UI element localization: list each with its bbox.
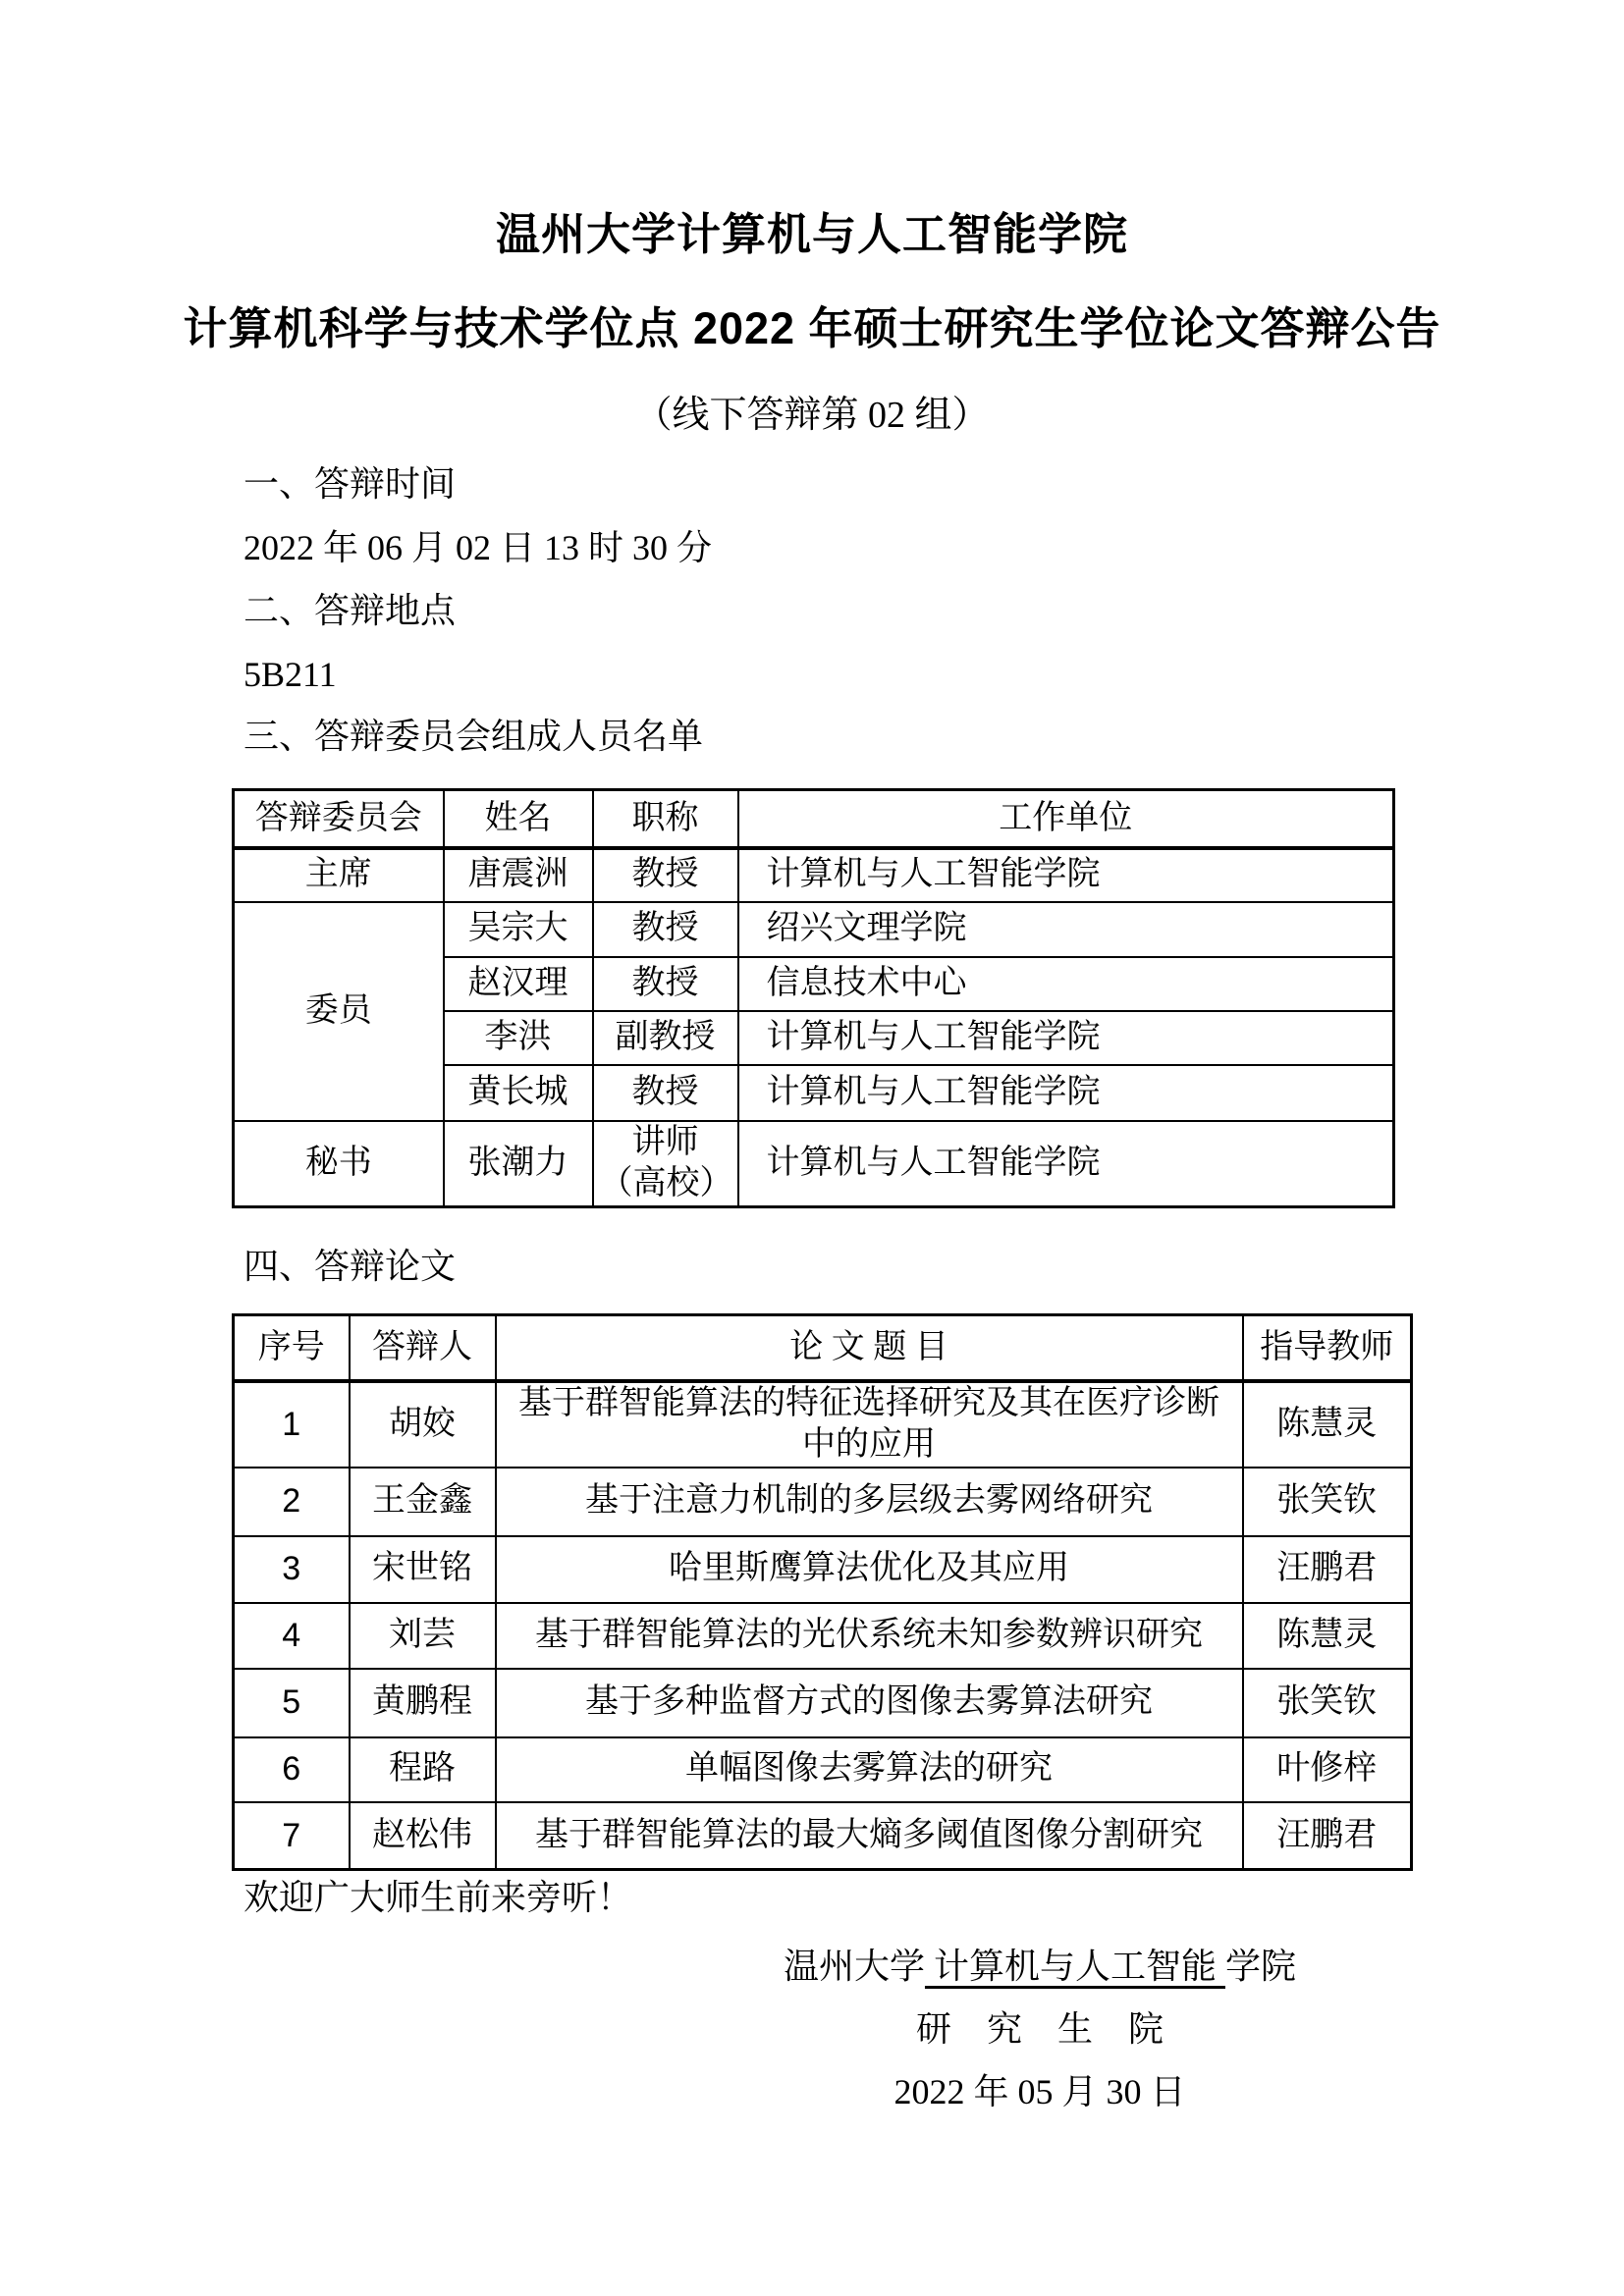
role-cell: 主席 — [234, 848, 444, 902]
name-cell: 李洪 — [444, 1011, 593, 1065]
committee-table — [232, 788, 1395, 1208]
thesis-title-cell: 基于群智能算法的光伏系统未知参数辨识研究 — [496, 1603, 1243, 1669]
thesis-header-cell: 论 文 题 目 — [496, 1315, 1243, 1381]
thesis-title-cell: 哈里斯鹰算法优化及其应用 — [496, 1536, 1243, 1603]
committee-header-row — [234, 790, 1394, 848]
name-cell: 黄长城 — [444, 1065, 593, 1121]
unit-cell: 计算机与人工智能学院 — [738, 1065, 1394, 1121]
student-cell: 宋世铭 — [350, 1536, 496, 1603]
section-4-heading: 四、答辩论文 — [244, 1247, 457, 1286]
footer-date: 2022 年 05 月 30 日 — [893, 2072, 1186, 2111]
unit-cell: 计算机与人工智能学院 — [738, 1121, 1394, 1207]
student-cell: 赵松伟 — [350, 1802, 496, 1870]
student-cell: 胡姣 — [350, 1381, 496, 1468]
footer-grad-school: 研 究 生 院 — [915, 2009, 1164, 2049]
defense-location: 5B211 — [244, 655, 337, 694]
student-cell: 程路 — [350, 1737, 496, 1802]
advisor-cell: 汪鹏君 — [1243, 1802, 1412, 1870]
group-subtitle: （线下答辩第 02 组） — [634, 395, 990, 436]
no-cell: 3 — [234, 1536, 350, 1603]
thesis-title-cell: 基于多种监督方式的图像去雾算法研究 — [496, 1669, 1243, 1737]
title-cell: 教授 — [593, 902, 738, 957]
section-3-heading: 三、答辩委员会组成人员名单 — [244, 717, 704, 756]
title-cell: 教授 — [593, 848, 738, 902]
title-cell: 教授 — [593, 957, 738, 1011]
thesis-title-cell: 单幅图像去雾算法的研究 — [496, 1737, 1243, 1802]
signature-block — [784, 1945, 1296, 2113]
table-row — [234, 1121, 1394, 1207]
no-cell: 4 — [234, 1603, 350, 1669]
advisor-cell: 陈慧灵 — [1243, 1381, 1412, 1468]
committee-header-cell: 职称 — [593, 790, 738, 848]
table-row — [234, 1381, 1412, 1468]
advisor-cell: 陈慧灵 — [1243, 1603, 1412, 1669]
table-row — [234, 848, 1394, 902]
unit-cell: 计算机与人工智能学院 — [738, 848, 1394, 902]
student-cell: 刘芸 — [350, 1603, 496, 1669]
thesis-header-cell: 序号 — [234, 1315, 350, 1381]
name-cell: 赵汉理 — [444, 957, 593, 1011]
welcome-note: 欢迎广大师生前来旁听！ — [244, 1878, 633, 1917]
main-title-line2: 计算机科学与技术学位点 2022 年硕士研究生学位论文答辩公告 — [183, 303, 1441, 353]
committee-header-cell: 姓名 — [444, 790, 593, 848]
no-cell: 5 — [234, 1669, 350, 1737]
advisor-cell: 张笑钦 — [1243, 1468, 1412, 1536]
committee-header-cell: 答辩委员会 — [234, 790, 444, 848]
student-cell: 黄鹏程 — [350, 1669, 496, 1737]
name-cell: 张潮力 — [444, 1121, 593, 1207]
role-cell: 委员 — [234, 902, 444, 1121]
table-row — [234, 1603, 1412, 1669]
table-row — [234, 1669, 1412, 1737]
thesis-title-cell: 基于群智能算法的最大熵多阈值图像分割研究 — [496, 1802, 1243, 1870]
committee-header-cell: 工作单位 — [738, 790, 1394, 848]
thesis-header-row — [234, 1315, 1412, 1381]
unit-cell: 绍兴文理学院 — [738, 902, 1394, 957]
footer-org-suffix: 学院 — [1224, 1947, 1296, 1986]
unit-cell: 信息技术中心 — [738, 957, 1394, 1011]
no-cell: 7 — [234, 1802, 350, 1870]
title-cell: 副教授 — [593, 1011, 738, 1065]
unit-cell: 计算机与人工智能学院 — [738, 1011, 1394, 1065]
main-title-line1: 温州大学计算机与人工智能学院 — [495, 209, 1128, 259]
thesis-header-cell: 答辩人 — [350, 1315, 496, 1381]
footer-org-prefix: 温州大学 — [783, 1947, 925, 1986]
name-cell: 唐震洲 — [444, 848, 593, 902]
table-row — [234, 902, 1394, 957]
role-cell: 秘书 — [234, 1121, 444, 1207]
advisor-cell: 张笑钦 — [1243, 1669, 1412, 1737]
advisor-cell: 叶修梓 — [1243, 1737, 1412, 1802]
table-row — [234, 1468, 1412, 1536]
section-1-heading: 一、答辩时间 — [244, 464, 457, 504]
table-row — [234, 1737, 1412, 1802]
student-cell: 王金鑫 — [350, 1468, 496, 1536]
title-cell: 讲师（高校） — [593, 1121, 738, 1207]
thesis-header-cell: 指导教师 — [1243, 1315, 1412, 1381]
table-row — [234, 1802, 1412, 1870]
footer-org-line — [784, 1945, 1296, 1988]
name-cell: 吴宗大 — [444, 902, 593, 957]
no-cell: 6 — [234, 1737, 350, 1802]
table-row — [234, 1536, 1412, 1603]
section-2-heading: 二、答辩地点 — [244, 591, 457, 630]
no-cell: 2 — [234, 1468, 350, 1536]
footer-org-underlined: 计算机与人工智能 — [924, 1947, 1225, 1986]
thesis-title-cell: 基于群智能算法的特征选择研究及其在医疗诊断中的应用 — [496, 1381, 1243, 1468]
no-cell: 1 — [234, 1381, 350, 1468]
defense-time: 2022 年 06 月 02 日 13 时 30 分 — [244, 528, 713, 567]
thesis-title-cell: 基于注意力机制的多层级去雾网络研究 — [496, 1468, 1243, 1536]
advisor-cell: 汪鹏君 — [1243, 1536, 1412, 1603]
thesis-table — [232, 1313, 1413, 1871]
title-cell: 教授 — [593, 1065, 738, 1121]
